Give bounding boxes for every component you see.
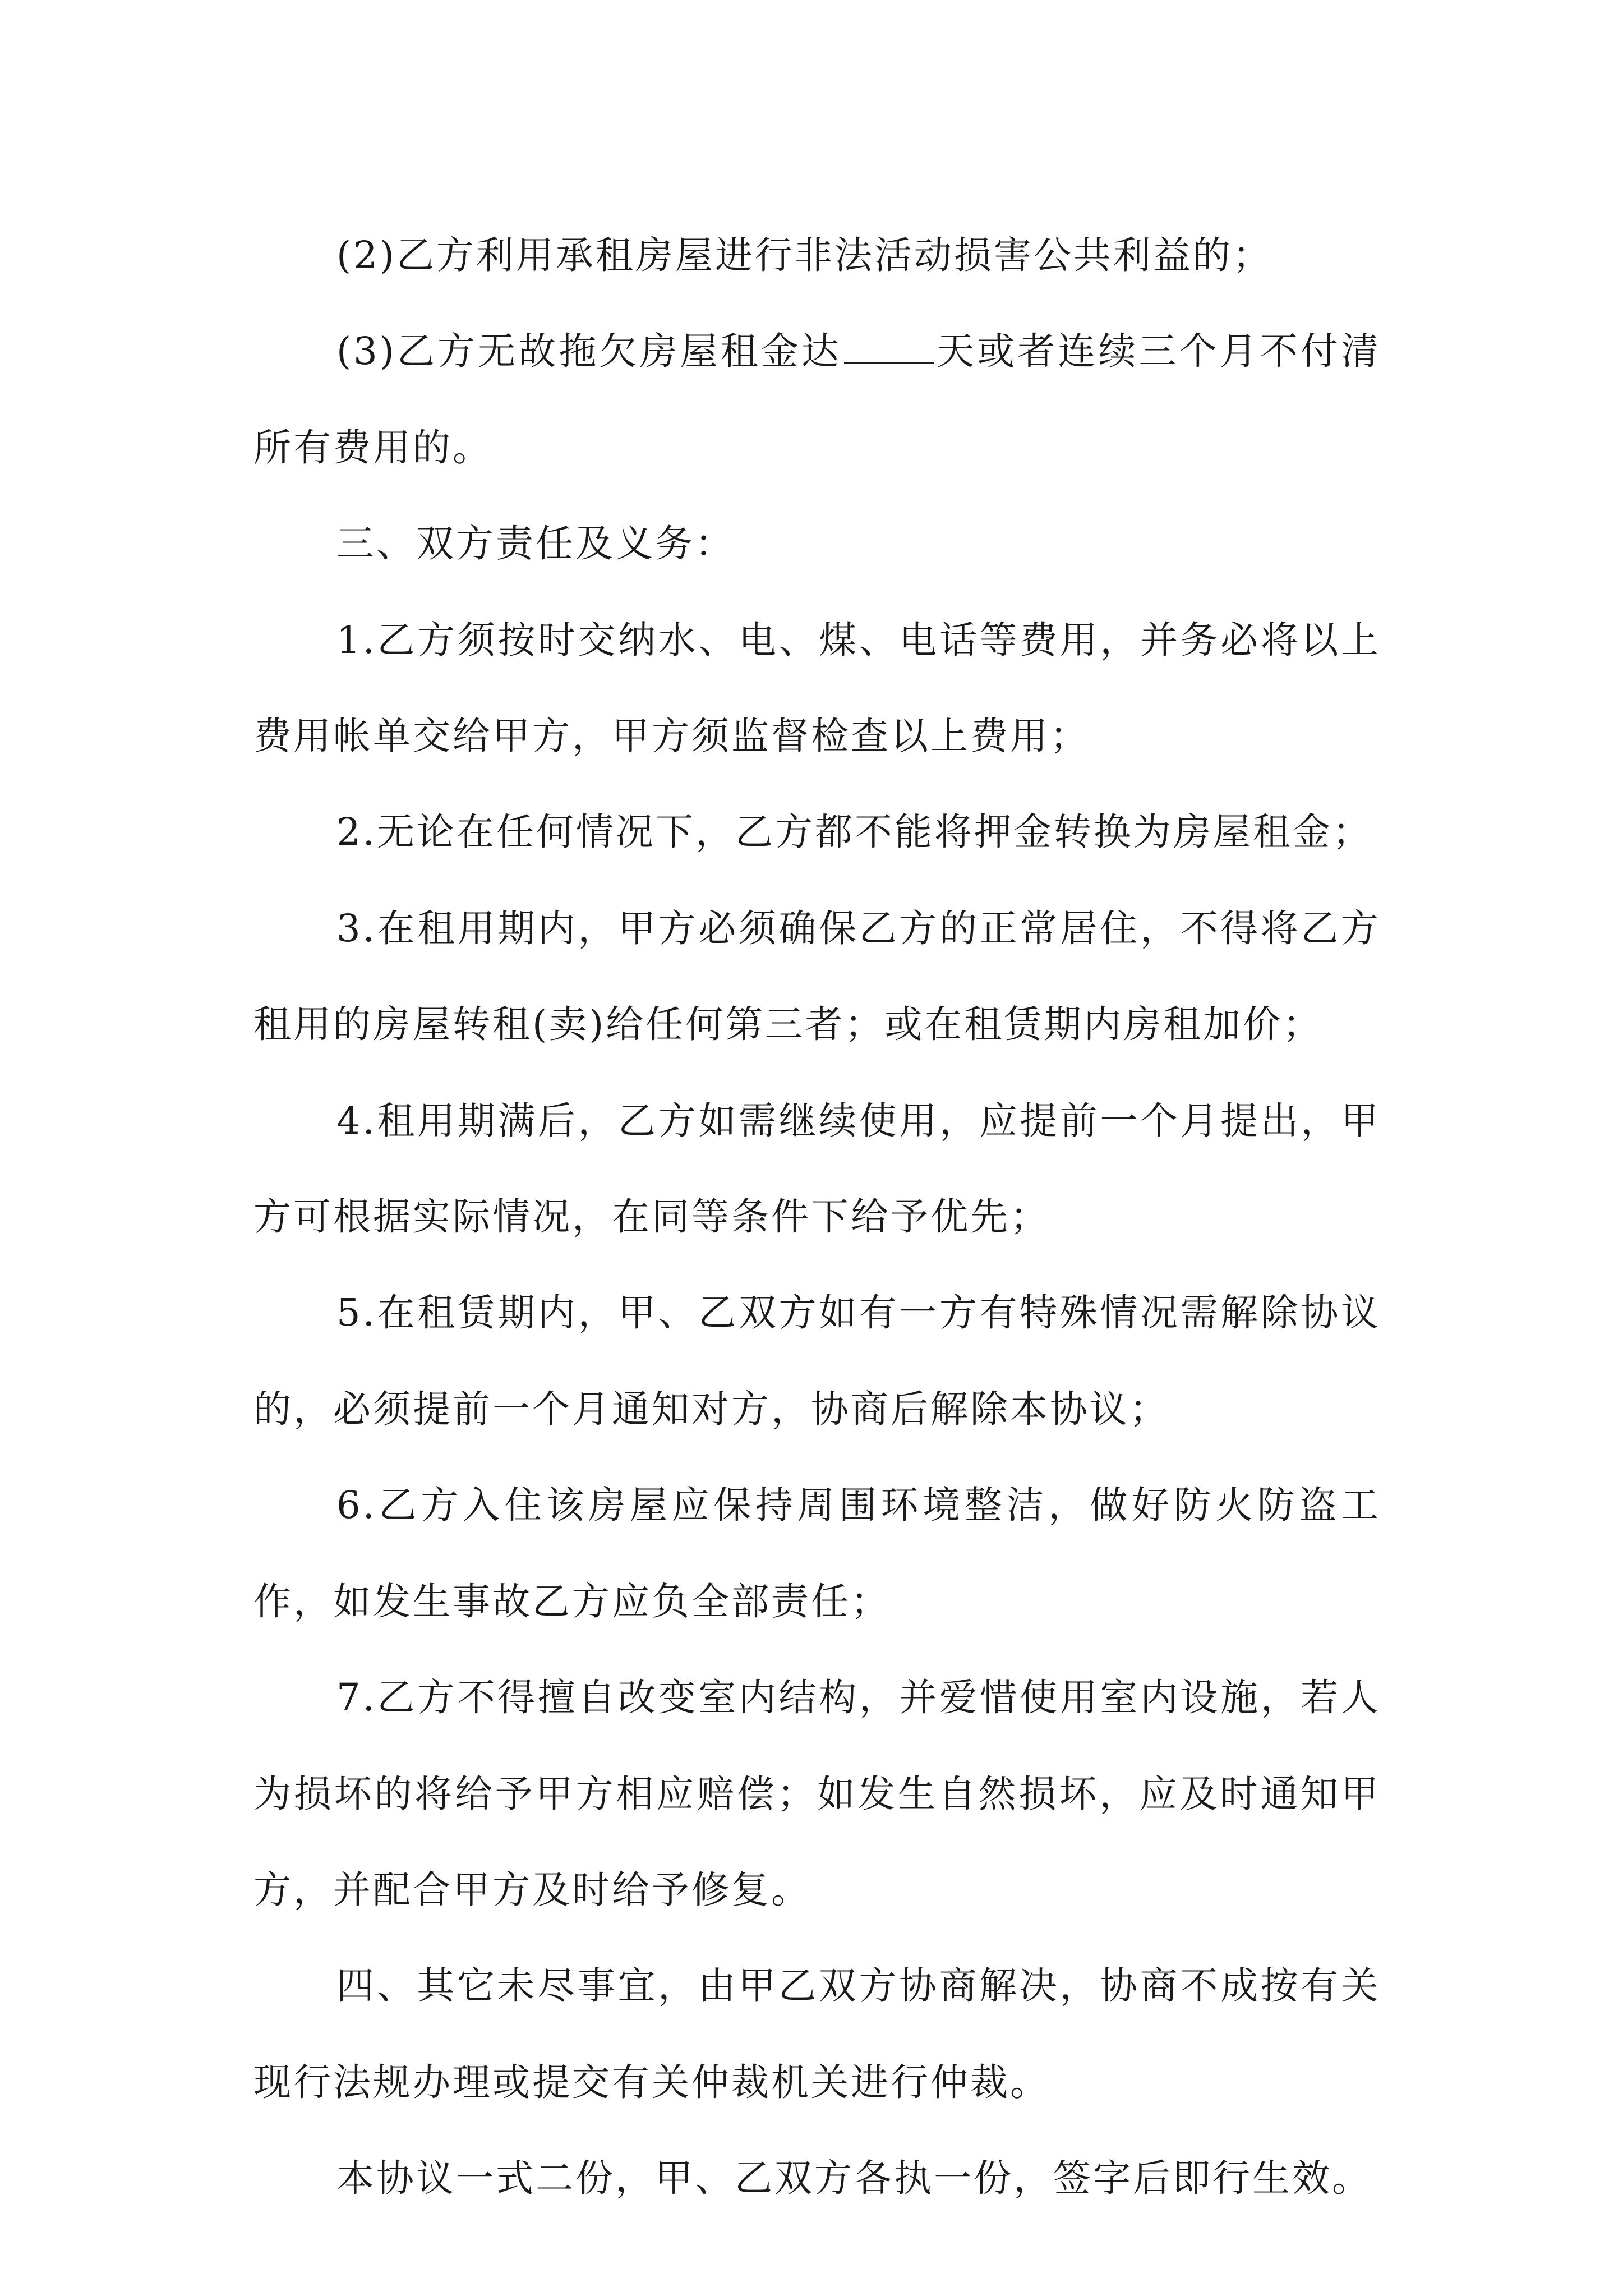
fill-in-blank <box>844 328 934 364</box>
duty-2: 2.无论在任何情况下，乙方都不能将押金转换为房屋租金； <box>336 810 1372 854</box>
duty-6: 6.乙方入住该房屋应保持周围环境整洁，做好防火防盗工作，如发生事故乙方应负全部责任； <box>253 1483 1381 1623</box>
section-three-heading: 三、双方责任及义务： <box>336 522 735 566</box>
duty-3: 3.在租用期内，甲方必须确保乙方的正常居住，不得将乙方租用的房屋转租(卖)给任何第三者；或在租赁期内房租加价； <box>253 906 1381 1047</box>
duty-1: 1.乙方须按时交纳水、电、煤、电话等费用，并务必将以上费用帐单交给甲方，甲方须监督检查以上费用； <box>253 618 1381 758</box>
clause-3-suffix: 天或者连续三个月不付清所有费用的。 <box>253 329 1381 470</box>
clause-3 <box>253 303 1381 496</box>
duty-7: 7.乙方不得擅自改变室内结构，并爱惜使用室内设施，若人为损坏的将给予甲方相应赔偿；如发生自然损坏，应及时通知甲方，并配合甲方及时给予修复。 <box>253 1676 1381 1912</box>
document-body <box>253 208 1381 2227</box>
clause-3-prefix: (3)乙方无故拖欠房屋租金达 <box>336 329 842 374</box>
clause-2: (2)乙方利用承租房屋进行非法活动损害公共利益的； <box>336 233 1272 277</box>
closing-statement: 本协议一式二份，甲、乙双方各执一份，签字后即行生效。 <box>336 2156 1372 2201</box>
duty-5: 5.在租赁期内，甲、乙双方如有一方有特殊情况需解除协议的，必须提前一个月通知对方，协商后解除本协议； <box>253 1291 1381 1431</box>
duty-4: 4.租用期满后，乙方如需继续使用，应提前一个月提出，甲方可根据实际情况，在同等条件下给予优先； <box>253 1098 1381 1239</box>
section-four: 四、其它未尽事宜，由甲乙双方协商解决，协商不成按有关现行法规办理或提交有关仲裁机关进行仲裁。 <box>253 1964 1381 2104</box>
